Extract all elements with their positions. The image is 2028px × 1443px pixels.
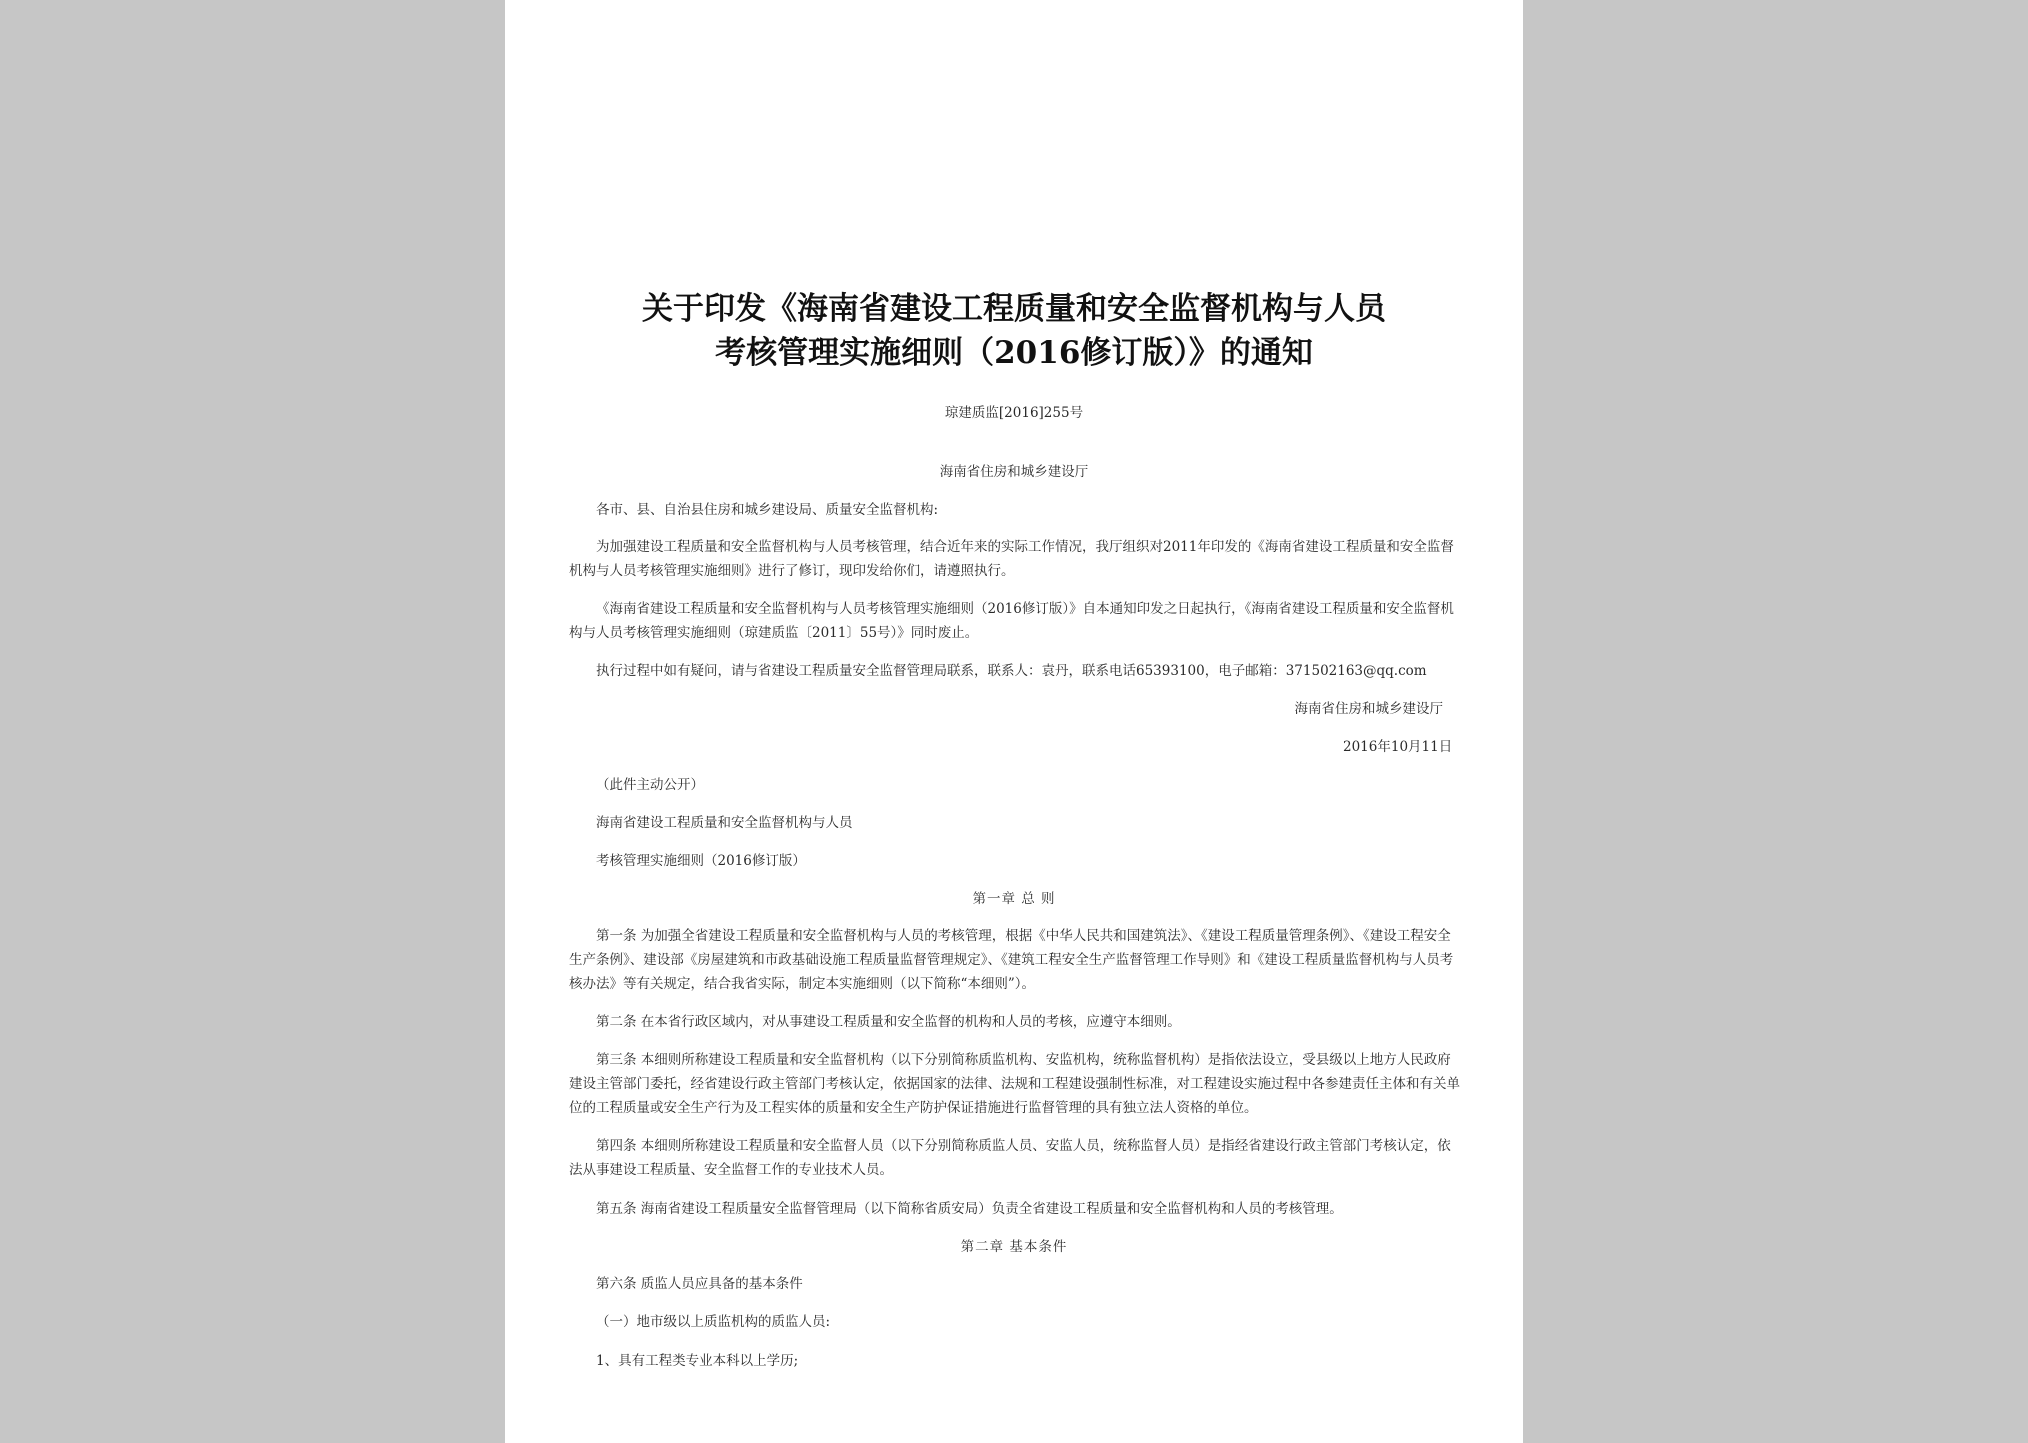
document-number: 琼建质监[2016]255号 <box>944 405 1084 421</box>
notice-paragraph-1: 为加强建设工程质量和安全监督机构与人员考核管理，结合近年来的实际工作情况，我厅组织对2011年印发的《海南省建设工程质量和安全监督机构与人员考核管理实施细则》进行了修订，现印发给你们，请遵照执行。 <box>569 539 1454 579</box>
document-page <box>505 0 1523 1443</box>
addressee: 各市、县、自治县住房和城乡建设局、质量安全监督机构: <box>596 502 939 518</box>
issuer-top: 海南省住房和城乡建设厅 <box>939 464 1089 480</box>
article-3: 第三条 本细则所称建设工程质量和安全监督机构（以下分别简称质监机构、安监机构，统称监督机构）是指依法设立，受县级以上地方人民政府建设主管部门委托，经省建设行政主管部门考核认定，依据国家的法律、法规和工程建设强制性标准，对工程建设实施过程中各参建责任主体和有关单位的工程质量或安全生产行为及工程实体的质量和安全生产防护保证措施进行监督管理的具有独立法人资格的单位。 <box>569 1052 1460 1116</box>
chapter-1-heading: 第一章 总 则 <box>972 891 1056 907</box>
article-4: 第四条 本细则所称建设工程质量和安全监督人员（以下分别简称质监人员、安监人员，统称监督人员）是指经省建设行政主管部门考核认定，依法从事建设工程质量、安全监督工作的专业技术人员。 <box>569 1138 1451 1178</box>
article-2: 第二条 在本省行政区域内，对从事建设工程质量和安全监督的机构和人员的考核，应遵守本细则。 <box>596 1014 1181 1030</box>
item-1-1: 1、具有工程类专业本科以上学历; <box>596 1353 799 1369</box>
attachment-title-line-1: 海南省建设工程质量和安全监督机构与人员 <box>596 815 853 831</box>
title-line-1: 关于印发《海南省建设工程质量和安全监督机构与人员 <box>642 291 1386 327</box>
document-title <box>535 287 1493 375</box>
article-1: 第一条 为加强全省建设工程质量和安全监督机构与人员的考核管理，根据《中华人民共和国建筑法》、《建设工程质量管理条例》、《建设工程安全生产条例》、建设部《房屋建筑和市政基础设施工程质量监督管理规定》、《建筑工程安全生产监督管理工作导则》和《建设工程质量监督机构与人员考核办法》等有关规定，结合我省实际，制定本实施细则（以下简称“本细则”）。 <box>569 928 1454 992</box>
article-5: 第五条 海南省建设工程质量安全监督管理局（以下简称省质安局）负责全省建设工程质量和安全监督机构和人员的考核管理。 <box>596 1201 1343 1217</box>
notice-paragraph-2: 《海南省建设工程质量和安全监督机构与人员考核管理实施细则（2016修订版）》自本通知印发之日起执行，《海南省建设工程质量和安全监督机构与人员考核管理实施细则（琼建质监〔2011〕55号）》同时废止。 <box>569 601 1454 641</box>
disclosure-note: （此件主动公开） <box>596 777 704 793</box>
item-1: （一）地市级以上质监机构的质监人员: <box>596 1314 831 1330</box>
attachment-title-line-2: 考核管理实施细则（2016修订版） <box>596 853 806 869</box>
notice-paragraph-3: 执行过程中如有疑问，请与省建设工程质量安全监督管理局联系，联系人：袁丹，联系电话65393100，电子邮箱：371502163@qq.com <box>596 663 1427 679</box>
title-line-2: 考核管理实施细则（2016修订版）》的通知 <box>715 335 1313 371</box>
signature-date: 2016年10月11日 <box>1343 739 1453 755</box>
signature-org: 海南省住房和城乡建设厅 <box>1294 701 1443 717</box>
article-6: 第六条 质监人员应具备的基本条件 <box>596 1276 803 1292</box>
chapter-2-heading: 第二章 基本条件 <box>960 1239 1068 1255</box>
